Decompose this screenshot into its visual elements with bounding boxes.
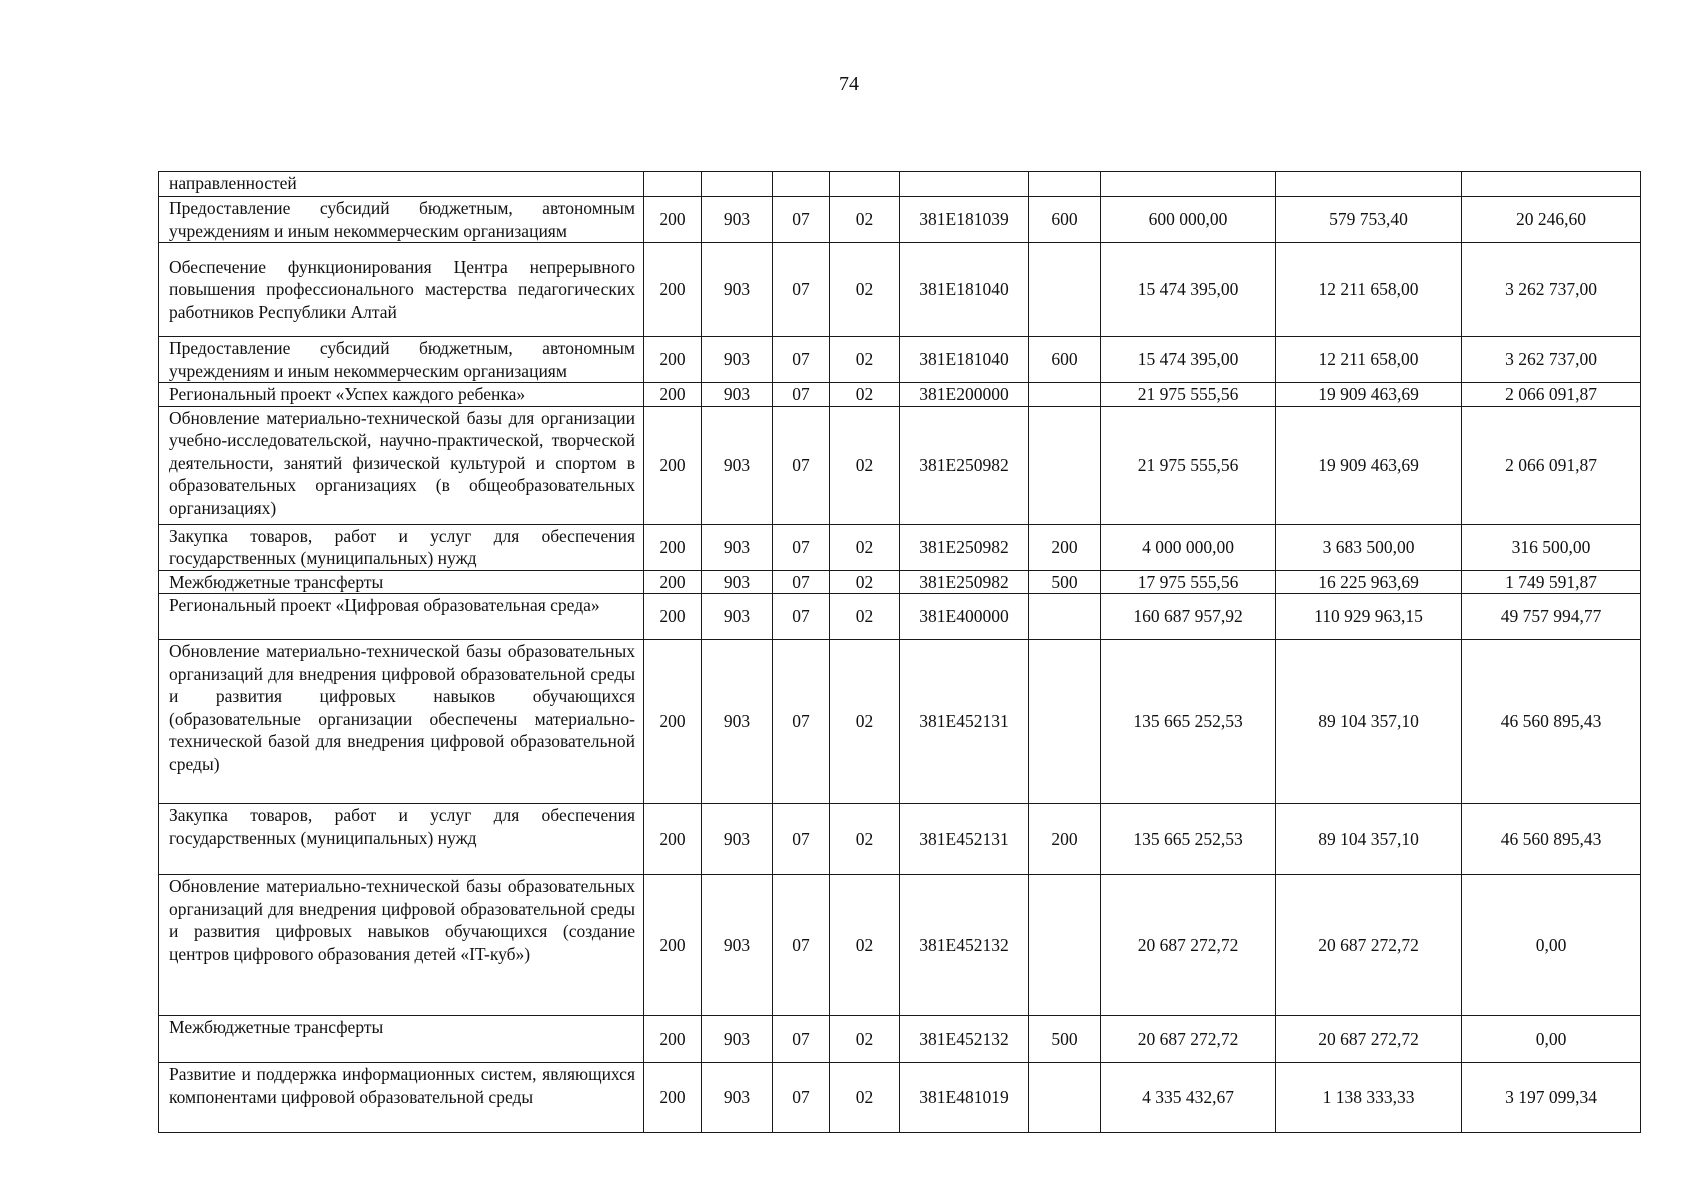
expense-type-cell [1029,875,1101,1016]
section-cell: 200 [644,406,702,524]
subdivision-cell: 02 [830,1063,900,1133]
ministry-cell: 903 [702,1016,773,1063]
expense-type-cell [1029,172,1101,197]
division-cell: 07 [773,337,830,383]
plan-amount-cell: 135 665 252,53 [1101,640,1276,804]
division-cell: 07 [773,524,830,570]
section-cell [644,172,702,197]
plan-amount-cell: 600 000,00 [1101,197,1276,243]
section-cell: 200 [644,640,702,804]
target-article-cell: 381E181040 [900,337,1029,383]
subdivision-cell: 02 [830,875,900,1016]
plan-amount-cell: 21 975 555,56 [1101,406,1276,524]
remainder-amount-cell: 49 757 994,77 [1462,594,1641,640]
section-cell: 200 [644,1016,702,1063]
division-cell: 07 [773,804,830,875]
remainder-amount-cell: 1 749 591,87 [1462,570,1641,594]
remainder-amount-cell [1462,172,1641,197]
budget-table [158,171,1641,1133]
division-cell: 07 [773,383,830,407]
plan-amount-cell: 21 975 555,56 [1101,383,1276,407]
table-row [159,640,1641,804]
ministry-cell: 903 [702,243,773,337]
row-name-cell: Обновление материально-технической базы образовательных организаций для внедрения цифровой образовательной среды и развития цифровых навыков обучающихся (создание центров цифрового образования детей «IT-куб») [159,875,644,1016]
plan-amount-cell: 20 687 272,72 [1101,1016,1276,1063]
ministry-cell: 903 [702,383,773,407]
target-article-cell: 381E250982 [900,524,1029,570]
table-row [159,875,1641,1016]
row-name-cell: Предоставление субсидий бюджетным, автономным учреждениям и иным некоммерческим организациям [159,337,644,383]
target-article-cell: 381E452132 [900,875,1029,1016]
expense-type-cell [1029,243,1101,337]
section-cell: 200 [644,594,702,640]
ministry-cell: 903 [702,197,773,243]
target-article-cell: 381E181040 [900,243,1029,337]
table-row [159,570,1641,594]
target-article-cell: 381E452132 [900,1016,1029,1063]
plan-amount-cell: 135 665 252,53 [1101,804,1276,875]
section-cell: 200 [644,243,702,337]
subdivision-cell: 02 [830,524,900,570]
row-name-cell: Обновление материально-технической базы образовательных организаций для внедрения цифровой образовательной среды и развития цифровых навыков обучающихся (образовательные организации обеспечены материально-технической базой для внедрения цифровой образовательной среды) [159,640,644,804]
expense-type-cell [1029,383,1101,407]
executed-amount-cell: 3 683 500,00 [1276,524,1462,570]
division-cell: 07 [773,1063,830,1133]
section-cell: 200 [644,524,702,570]
ministry-cell: 903 [702,1063,773,1133]
executed-amount-cell: 12 211 658,00 [1276,243,1462,337]
row-name-cell: Межбюджетные трансферты [159,1016,644,1063]
row-name-cell: Обеспечение функционирования Центра непрерывного повышения профессионального мастерства педагогических работников Республики Алтай [159,243,644,337]
remainder-amount-cell: 2 066 091,87 [1462,383,1641,407]
plan-amount-cell [1101,172,1276,197]
table-row [159,804,1641,875]
subdivision-cell: 02 [830,594,900,640]
division-cell: 07 [773,640,830,804]
table-row [159,172,1641,197]
division-cell: 07 [773,1016,830,1063]
table-row [159,1063,1641,1133]
remainder-amount-cell: 316 500,00 [1462,524,1641,570]
plan-amount-cell: 17 975 555,56 [1101,570,1276,594]
subdivision-cell [830,172,900,197]
plan-amount-cell: 20 687 272,72 [1101,875,1276,1016]
row-name-cell: Закупка товаров, работ и услуг для обеспечения государственных (муниципальных) нужд [159,524,644,570]
plan-amount-cell: 160 687 957,92 [1101,594,1276,640]
subdivision-cell: 02 [830,197,900,243]
plan-amount-cell: 15 474 395,00 [1101,243,1276,337]
ministry-cell [702,172,773,197]
table-row [159,594,1641,640]
expense-type-cell [1029,406,1101,524]
remainder-amount-cell: 46 560 895,43 [1462,804,1641,875]
row-name-cell: Региональный проект «Цифровая образовательная среда» [159,594,644,640]
executed-amount-cell: 20 687 272,72 [1276,875,1462,1016]
page-number: 74 [839,73,859,95]
ministry-cell: 903 [702,337,773,383]
expense-type-cell: 500 [1029,570,1101,594]
executed-amount-cell: 579 753,40 [1276,197,1462,243]
target-article-cell: 381E250982 [900,406,1029,524]
subdivision-cell: 02 [830,1016,900,1063]
subdivision-cell: 02 [830,383,900,407]
row-name-cell: Межбюджетные трансферты [159,570,644,594]
executed-amount-cell: 1 138 333,33 [1276,1063,1462,1133]
remainder-amount-cell: 3 262 737,00 [1462,243,1641,337]
row-name-cell: Закупка товаров, работ и услуг для обеспечения государственных (муниципальных) нужд [159,804,644,875]
target-article-cell: 381E452131 [900,640,1029,804]
remainder-amount-cell: 3 197 099,34 [1462,1063,1641,1133]
table-row [159,524,1641,570]
section-cell: 200 [644,1063,702,1133]
table-row [159,243,1641,337]
row-name-cell: Предоставление субсидий бюджетным, автономным учреждениям и иным некоммерческим организациям [159,197,644,243]
executed-amount-cell [1276,172,1462,197]
section-cell: 200 [644,337,702,383]
expense-type-cell [1029,594,1101,640]
executed-amount-cell: 12 211 658,00 [1276,337,1462,383]
target-article-cell: 381E250982 [900,570,1029,594]
executed-amount-cell: 110 929 963,15 [1276,594,1462,640]
table-row [159,383,1641,407]
row-name-cell: направленностей [159,172,644,197]
expense-type-cell: 600 [1029,337,1101,383]
remainder-amount-cell: 0,00 [1462,1016,1641,1063]
subdivision-cell: 02 [830,570,900,594]
table-row [159,406,1641,524]
table-row [159,1016,1641,1063]
division-cell: 07 [773,875,830,1016]
target-article-cell: 381E181039 [900,197,1029,243]
division-cell: 07 [773,594,830,640]
ministry-cell: 903 [702,406,773,524]
target-article-cell: 381E452131 [900,804,1029,875]
ministry-cell: 903 [702,804,773,875]
remainder-amount-cell: 3 262 737,00 [1462,337,1641,383]
target-article-cell: 381E400000 [900,594,1029,640]
section-cell: 200 [644,570,702,594]
subdivision-cell: 02 [830,640,900,804]
subdivision-cell: 02 [830,243,900,337]
ministry-cell: 903 [702,640,773,804]
executed-amount-cell: 19 909 463,69 [1276,383,1462,407]
executed-amount-cell: 16 225 963,69 [1276,570,1462,594]
subdivision-cell: 02 [830,804,900,875]
expense-type-cell: 500 [1029,1016,1101,1063]
executed-amount-cell: 19 909 463,69 [1276,406,1462,524]
plan-amount-cell: 4 335 432,67 [1101,1063,1276,1133]
executed-amount-cell: 20 687 272,72 [1276,1016,1462,1063]
executed-amount-cell: 89 104 357,10 [1276,804,1462,875]
section-cell: 200 [644,383,702,407]
expense-type-cell: 600 [1029,197,1101,243]
subdivision-cell: 02 [830,337,900,383]
section-cell: 200 [644,875,702,1016]
remainder-amount-cell: 0,00 [1462,875,1641,1016]
remainder-amount-cell: 2 066 091,87 [1462,406,1641,524]
expense-type-cell: 200 [1029,524,1101,570]
division-cell: 07 [773,197,830,243]
section-cell: 200 [644,197,702,243]
target-article-cell: 381E481019 [900,1063,1029,1133]
row-name-cell: Обновление материально-технической базы для организации учебно-исследовательской, научно-практической, творческой деятельности, занятий физической культурой и спортом в образовательных организациях (в общеобразовательных организациях) [159,406,644,524]
expense-type-cell: 200 [1029,804,1101,875]
section-cell: 200 [644,804,702,875]
target-article-cell [900,172,1029,197]
ministry-cell: 903 [702,570,773,594]
expense-type-cell [1029,1063,1101,1133]
table-row [159,337,1641,383]
table-row [159,197,1641,243]
division-cell: 07 [773,406,830,524]
ministry-cell: 903 [702,524,773,570]
subdivision-cell: 02 [830,406,900,524]
target-article-cell: 381E200000 [900,383,1029,407]
division-cell: 07 [773,243,830,337]
division-cell [773,172,830,197]
row-name-cell: Региональный проект «Успех каждого ребенка» [159,383,644,407]
plan-amount-cell: 4 000 000,00 [1101,524,1276,570]
executed-amount-cell: 89 104 357,10 [1276,640,1462,804]
expense-type-cell [1029,640,1101,804]
row-name-cell: Развитие и поддержка информационных систем, являющихся компонентами цифровой образовательной среды [159,1063,644,1133]
division-cell: 07 [773,570,830,594]
remainder-amount-cell: 20 246,60 [1462,197,1641,243]
ministry-cell: 903 [702,594,773,640]
ministry-cell: 903 [702,875,773,1016]
plan-amount-cell: 15 474 395,00 [1101,337,1276,383]
remainder-amount-cell: 46 560 895,43 [1462,640,1641,804]
